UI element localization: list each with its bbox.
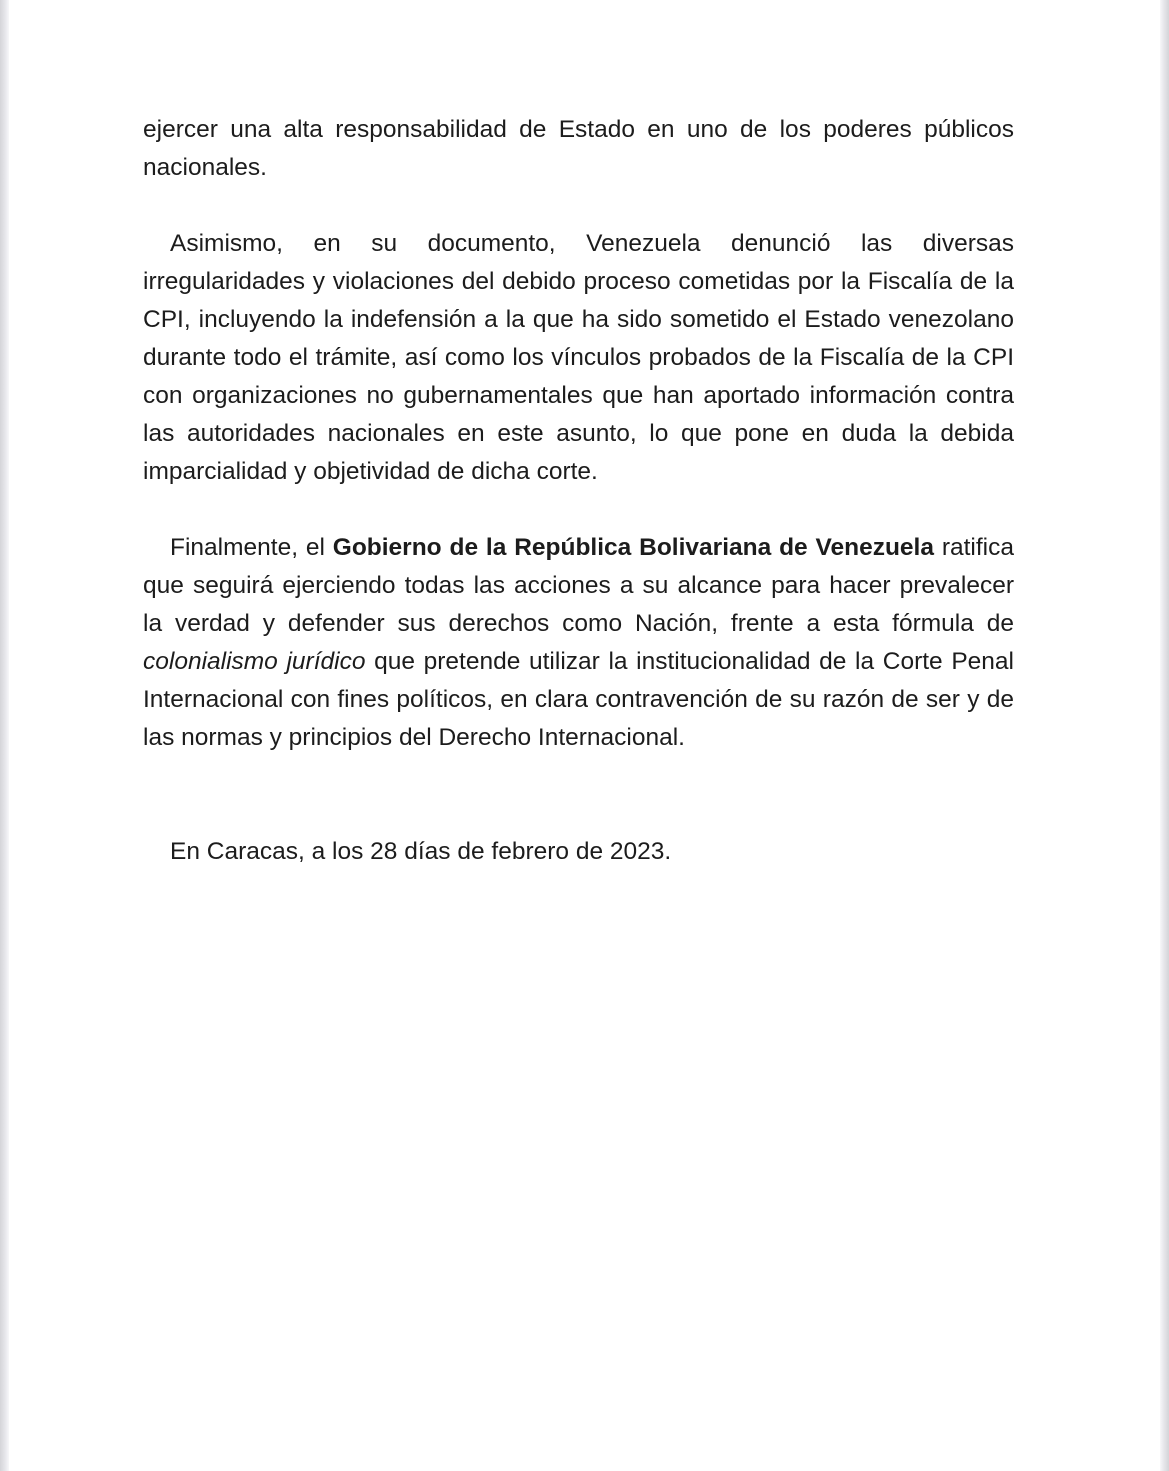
closing-date-line: En Caracas, a los 28 días de febrero de 2023. [170, 838, 672, 865]
gobierno-bold-text: Gobierno de la República Bolivariana de Venezuela [332, 534, 934, 561]
paragraph-denuncia: Asimismo, en su documento, Venezuela denunció las diversas irregularidades y violaciones del debido proceso cometidas por la Fiscalía de la CPI, incluyendo la indefensión a la que ha sido sometido el Estado venezolano durante todo el trámite, así como los vínculos probados de la Fiscalía de la CPI con organizaciones no gubernamentales que han aportado información contra las autoridades nacionales en este asunto, lo que pone en duda la debida imparcialidad y objetividad de dicha corte. [143, 230, 1014, 485]
finalmente-mid-text: ratifica que seguirá ejerciendo todas las acciones a su alcance para hacer prevalecer la verdad y defender sus derechos como Nación, frente a esta fórmula de [143, 534, 1014, 637]
finalmente-tail-text: que pretende utilizar la institucionalidad de la Corte Penal Internacional con fines políticos, en clara contravención de su razón de ser y de las normas y principios del Derecho Internacional. [143, 648, 1014, 751]
page-left-edge [0, 0, 9, 1471]
colonialismo-italic-text: colonialismo jurídico [143, 648, 366, 675]
paragraph-continuation: ejercer una alta responsabilidad de Estado en uno de los poderes públicos nacionales. [143, 116, 1014, 181]
paragraph-finalmente [143, 529, 1014, 757]
page-right-edge [1160, 0, 1169, 1471]
document-body [143, 111, 1014, 871]
finalmente-lead-text: Finalmente, el [170, 534, 333, 561]
